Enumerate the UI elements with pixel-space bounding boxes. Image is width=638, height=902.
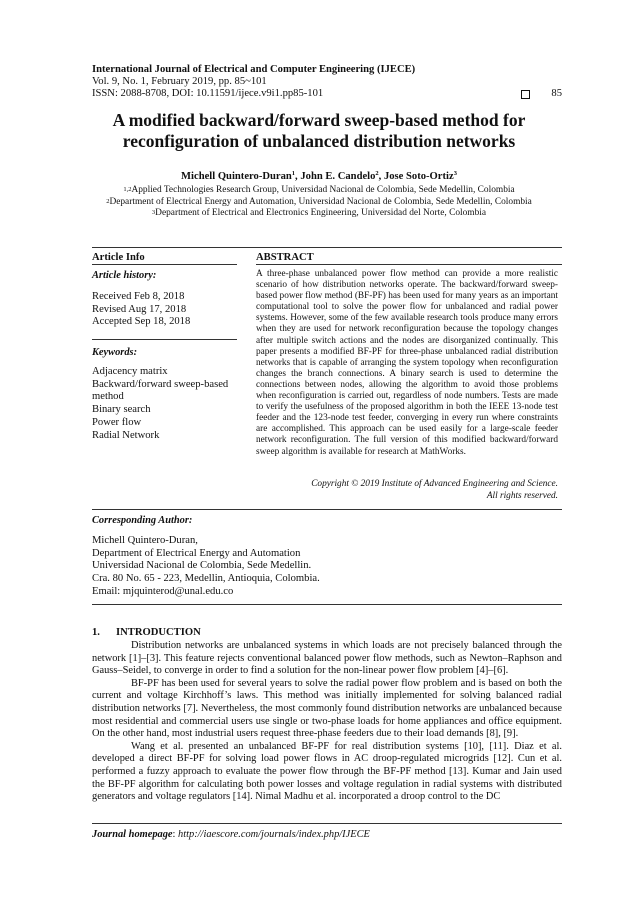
affiliations xyxy=(80,185,558,220)
section-rule xyxy=(92,264,237,265)
keyword: Adjacency matrix xyxy=(92,366,168,377)
page-number: 85 xyxy=(551,88,562,99)
keyword: method xyxy=(92,391,124,403)
affiliation: $^{1,2}$Applied Technologies Research Group, Universidad Nacional de Colombia, Sede Medellin, Colombia xyxy=(123,185,515,195)
volume-info: Vol. 9, No. 1, February 2019, pp. 85~101 xyxy=(92,76,267,87)
abstract-heading: ABSTRACT xyxy=(256,252,314,263)
corresponding-email: Email: mjquinterod@unal.edu.co xyxy=(92,585,234,597)
issn-row xyxy=(92,88,562,100)
journal-header xyxy=(92,64,562,100)
footer-rule xyxy=(92,823,562,824)
paper-title: A modified backward/forward sweep-based method for reconfiguration of unbalanced distribution networks xyxy=(112,110,526,151)
author-list xyxy=(80,171,558,182)
affiliation: $^2$Department of Electrical Energy and Automation, Universidad Nacional de Colombia, Sede Medellin, Colombia xyxy=(106,196,532,207)
introduction-heading: 1. INTRODUCTION xyxy=(92,627,201,638)
keyword: Backward/forward sweep-based xyxy=(92,378,229,390)
section-rule xyxy=(92,509,562,510)
keywords-label: Keywords: xyxy=(92,347,138,358)
keyword: Power flow xyxy=(92,416,142,428)
paragraph: Distribution networks are unbalanced systems in which loads are not precisely balanced through the network [1]–[3]. This feature rejects conventional balanced power flow methods, such as Newton–Raphson and Gauss–Seidel, to converge in order to find a solution for the non-linear power flow problem [4]–[6]. xyxy=(92,640,562,677)
introduction-body xyxy=(92,640,562,804)
history-label: Article history: xyxy=(92,270,157,281)
history-item: Received Feb 8, 2018 xyxy=(92,291,185,302)
paragraph: Wang et al. presented an unbalanced BF-PF for real distribution systems [10], [11]. Diaz et al. developed a direct BF-PF for solving load power flows in AC droop-regulated microgrids [12]. Cun et al. performed a fuzzy approach to evaluate the power flow through the BF-PF method [13]. Kumar and Jain used the BF-PF algorithm for calculating both power losses and voltage regulation in radial systems with distributed generators and voltage regulators [14]. Nimal Madhu et al. incorporated a droop control to the DC xyxy=(92,740,562,803)
author: Michell Quintero-Duran$^1$, xyxy=(181,170,301,182)
history-item: Revised Aug 17, 2018 xyxy=(92,303,187,315)
section-rule xyxy=(92,604,562,605)
journal-name: International Journal of Electrical and Computer Engineering (IJECE) xyxy=(92,64,416,75)
section-rule xyxy=(92,339,237,340)
corresponding-label: Corresponding Author: xyxy=(92,515,193,526)
author: Jose Soto-Ortiz$^3$ xyxy=(383,170,457,182)
issn-doi: ISSN: 2088-8708, DOI: 10.11591/ijece.v9i1.pp85-101 xyxy=(92,88,324,99)
author: John E. Candelo$^2$, xyxy=(300,170,384,182)
journal-homepage-link[interactable]: http://iaescore.com/journals/index.php/IJECE xyxy=(178,829,370,840)
section-rule xyxy=(92,247,562,248)
copyright-notice: Copyright © 2019 Institute of Advanced Engineering and Science. All rights reserved. xyxy=(311,479,558,501)
history-item: Accepted Sep 18, 2018 xyxy=(92,316,191,328)
checkbox-square-icon xyxy=(521,90,530,99)
article-info-heading: Article Info xyxy=(92,252,145,263)
affiliation: $^3$Department of Electrical and Electronics Engineering, Universidad del Norte, Colombia xyxy=(151,208,487,219)
section-rule xyxy=(256,264,562,265)
keyword: Binary search xyxy=(92,404,151,416)
paragraph: BF-PF has been used for several years to solve the radial power flow problem and is based on both the current and voltage Kirchhoff’s laws. This method was initially implemented for solving balanced radial distribution networks [7]. Nevertheless, the most commonly found distribution networks are unbalanced because most residential and commercial users use single or two-phase loads for home appliances and office equipment. On the other hand, most industrial users request three-phase feeders due to their load demands [8], [9]. xyxy=(92,677,562,740)
history-list xyxy=(92,291,190,329)
keywords-list xyxy=(92,366,228,442)
journal-footer: Journal homepage: http://iaescore.com/journals/index.php/IJECE xyxy=(92,829,370,840)
corresponding-details: Michell Quintero-Duran, Department of Electrical Energy and Automation Universidad Nacional de Colombia, Sede Medellin. Cra. 80 No. 65 - 223, Medellin, Antioquia, Colombia. Email: mjquinterod@unal.edu.co xyxy=(92,535,320,597)
abstract-text: A three-phase unbalanced power flow method can provide a more realistic scenario of how distribution networks operate. The backward/forward sweep-based power flow method (BF-PF) has been used for many years as an important computational tool to solve the power flow for unbalanced and radial power systems. However, some of the few available research tools produce many errors when they are used for network reconfiguration because the topology changes after multiple switch actions and the nodes are disorganized continually. This paper presents a modified BF-PF for three-phase unbalanced radial distribution networks that is capable of arranging the system topology when reconfiguration changes the branch connections. A binary search is used to determine the connections between nodes, allowing the algorithm to avoid those problems when reconfiguration is carried out, regardless of node numbers. Tests are made to verify the usefulness of the proposed algorithm in both the IEEE 13-node test feeder and the 123-node test feeder, converging in every run where constraints are accomplished. This approach can be used easily for a large-scale feeder network reconfiguration. The full version of this modified backward/forward sweep algorithm is available for research at MathWorks. xyxy=(256,269,558,457)
keyword: Radial Network xyxy=(92,429,160,441)
